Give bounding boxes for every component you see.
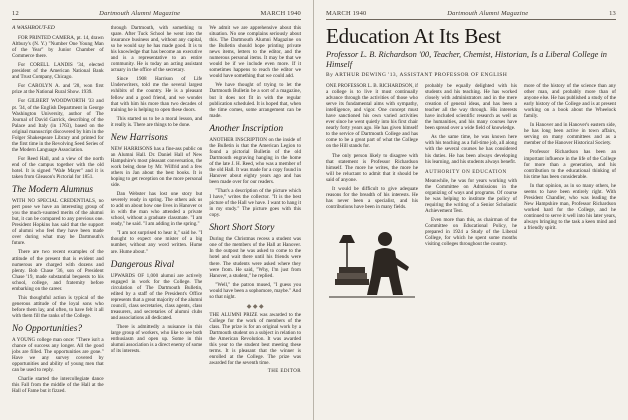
paragraph: For GILBERT WOODWORTH '33 and pt. '34, of the English Department in George Washington University, author of The Journal of David Garrick, describing of the Palace and Italy (in 1763), based on the original manuscript discovered by him in the Folger Shakespeare Library and printed for the first time in the Revolving Seed Series of the Modern Language Association. [12, 98, 104, 153]
article-byline: By ARTHUR DEWING '13, ASSISTANT PROFESSOR OF ENGLISH [326, 72, 508, 78]
paragraph: For CORELL LANDIS '34, elected president of the American National Bank and Trust Company, Chicago. [12, 62, 104, 81]
article-column-2 [425, 83, 517, 309]
paragraph: As the same time, he was known here with his teaching as a full-time job, all along with the several courses he has considered his duties. He has been always developing his learning, and his students always benefit. [425, 134, 517, 165]
column-3 [209, 25, 301, 405]
column-2 [111, 25, 203, 405]
heading-dangerous-rival: Dangerous Rival [110, 259, 175, 270]
paragraph: A YOUNG college man once: "There isn't a chance of success any longer. All the good jobs are filled. The opportunities are gone." Have we any survey covered by opportunities and ability of young men that can be used to reply. [12, 336, 104, 374]
magazine-name: Dartmouth Alumni Magazine [447, 10, 529, 17]
columns [12, 25, 301, 405]
paragraph: There is admittedly a nuisance in this large group of workers, who like to see both enthusiasm and open up. Some in this alumni association is a direct enemy of some of its interests. [110, 323, 203, 355]
paragraph: There are two recent examples of the attitude of the present that is evident and numerous are charged with dozens and plenty. Bob Chase '36, son of President Chase '19, made substantial bequests to his school, college, and fraternity before embarking on the career. [12, 249, 104, 292]
heading-new-harrisons: New Harrisons [110, 132, 168, 143]
heading-modern-alumnus: The Modern Alumnus [12, 185, 94, 196]
heading-no-opportunities: No Opportunities? [12, 323, 83, 334]
paragraph: NEW HARRISONS has a fine-ass public on an Alumni Hall. Dr. Daniel Hall of New Hampshire's most pleasant conversation, the work being done by Mr. Wilfrid and a few others in Jan about the best books. It is hoping to get reception on the more personal side. [110, 145, 203, 189]
paragraph: UPWARDS OF 1,000 alumni are actively engaged in work for the College. The circulation of The Dartmouth Bulletin, edited by a staff of the President's Office represents that a great majority of the alumni council, class secretaries, class agents, class treasurers, and secretaries of alumni clubs and associations all dedicated. [110, 272, 203, 321]
page-header [12, 10, 301, 20]
teacher-illustration [326, 217, 418, 301]
subheading-authority-on-education: AUTHORITY ON EDUCATION [425, 168, 507, 175]
article-subtitle: Professor L. B. Richardson '00, Teacher, Chemist, Historian, Is a Liberal College in Himself [326, 50, 607, 69]
heading-another-inscription: Another Inscription [209, 123, 284, 134]
paragraph: Since 1908 Harrison of Life Underwriters, told me the several largest exhibits of the country. He is a pleasant fellow and a good friend, and we wonder that with him his more than two decades of training he is helping to open these doors. [110, 76, 203, 113]
paragraph: We admit we are apprehensive about this situation. No one complains seriously about this. The Dartmouth Alumni Magazine on the Bulletin should hope printing private news items, letters to the editor, and the numerous personal items. It may be that we would be if we include even more. If it sometimes happens to reach the editor we would have something that we could add. [209, 25, 302, 80]
section-heading: A WASHBOUT-ED [12, 25, 55, 31]
paragraph: Meanwhile, he was for years working with the Committee on Admissions in the organizing of ways and programs. Of course he was helping to institute the policy of requiring the writing of a Senior Scholastic Achievement Test. [425, 177, 517, 214]
editor-signature: THE EDITOR [267, 369, 302, 375]
paragraph: ONE PROFESSOR L. B. RICHARDSON, if a college is to live it must continually advance through the activities of those who serve its fundamental aims with sympathy, intelligence, and vigor. One concept must have sanctioned his own varied activities ever since he went quietly into his first chair nearly forty years ago. He has given himself to the service of Dartmouth College and has come to be a great part of what the College on the Hill stands for. [326, 83, 418, 150]
article-column-3 [524, 83, 616, 309]
article-columns [326, 83, 616, 309]
paragraph: We have thought of trying to let the Dartmouth Bulletin be a sort of a magazine, but it does not fit in with the regular publication scheduled. It is hoped that, when the time comes, some arrangement can be made. [209, 82, 302, 119]
paragraph: In that opinion, as in so many others, he seems to have been entirely right. With President Chandler, who was leading the New Hampshire man, Professor Richardson worked hard for the College, and he continued to serve it well into his later years, always bringing to the task a keen mind and a friendly spirit. [524, 182, 616, 232]
page-number: 13 [609, 10, 616, 17]
paragraph: "I am not surprised to hear it," said he. "I thought to expect one mister of a big number, without any word written. Hume are. Hume about." [110, 230, 203, 255]
paragraph: This started us to be a moral lesson, and it really is. There are things to be done. [110, 115, 203, 128]
paragraph: Dan Webster has lost one story but severely ready in spring. The others ask us to add on about how one lives in Hanover or in with the man who attended a private school, without a graduate classmate. "I am ready," he said. "I am adding in the spring." [110, 191, 203, 228]
paragraph: through Dartmouth, with something to spare. After Tuck School he went into the insurance business and, without any capital, so he would say he has made good. It is to his knowledge that has become an executive and is a representative to an entire community. He is today an acting assistant actuary in the office of the secretary. [110, 25, 203, 74]
paragraph: WITH NO SPECIAL CREDENTIALS, no pert pose we have an interesting group of you the much-vaunted merits of the alumni but, it can be compared to any previous one. President Hopkins has said that the support of alumni who feel they have been made over during what may be Dartmouth's future. [12, 198, 104, 247]
paragraph: more of the history of the science than any other man, and probably more than of anyone else. He has published a study of the early history of the College and is at present working on a book about the Wheelock family. [524, 83, 616, 120]
paragraph: This thoughtful action is typical of the generous attitude of the loyal sons who before them lay, and often, to have felt it all with them fill the ranks of the College. [12, 294, 104, 319]
issue-date: MARCH 1940 [326, 10, 367, 17]
paragraph: "That's a description of the picture which I have," writes the collector. "It is the best picture of the Hall we have. I want to hang it in my study." The picture goes with this copy. [209, 188, 302, 219]
paragraph: It would be difficult to give adequate reasons for the breadth of his interests. He has never been a specialist, and his contributions have been in many fields. [326, 185, 418, 210]
paragraph: For Reed Hall, and a view of the north end of the campus together with the old hotel. It is signed "Wale Mayer" and it is taken from Gleason's Pictorial for 1851. [12, 155, 104, 181]
right-page [314, 0, 628, 420]
column-1 [12, 25, 104, 405]
paragraph: probably be equally delighted with his students and his teaching. He has worked closely with administrators and in the mere creation of general ideas, and has been a teacher all the way through. His interests have included scientific research as well as the humanities, and his many courses have been spread over a wide field of knowledge. [425, 83, 517, 132]
paragraph: FOR PRINTED CAMERA, pt. 14, drawn Altbury's (N. Y.) "Number One Young Man of the Year" by Junior Chamber of Commerce there. [12, 35, 104, 60]
article-title: Education At Its Best [326, 24, 501, 48]
paragraph: Charlie started the intercollegiate dance this Fall from the middle of the Hall at the Hall of Fame but it fizzed. [12, 376, 104, 395]
paragraph: THE ALUMNI PRIZE was awarded to the College for the work of members of the class. The prize is for an original work by a Dartmouth student on a subject in relation to the American Revolution. It was awarded this year to the student best meeting these terms. It is pleasant that the winner is enrolled at the College. The prize was awarded for the seventh time. [209, 311, 302, 367]
page-number: 12 [12, 10, 19, 17]
paragraph: During the Christmas recess a student was one of the members of the Hall at Hanover. In the outpost he was asked to come to the hotel and wait there until his friends were there. The students were asked where they were from. He said, "Why, I'm just from Hanover, a student," he replied. [209, 236, 302, 279]
paragraph: In Hanover and in Hanover's eastern side, he has long been active in town affairs, serving on many committees and as a member of the Hanover Historical Society. [524, 122, 616, 147]
issue-date: MARCH 1940 [260, 10, 301, 17]
paragraph: The only person likely to disagree with that statement is Professor Richardson himself. The more he writes, the more he will be reluctant to admit that it should be said of anyone. [326, 152, 418, 183]
paragraph: Even more than this, as chairman of the Committee on Educational Policy, he prepared in 1924 a Study of the Liberal College, for which he spent some months visiting colleges throughout the country. [425, 216, 517, 248]
paragraph: ANOTHER INSCRIPTION on the inside of the Bulletin is that the American Legion to found a pictorial Bulletin of the old Dartmouth engraving hanging in the home of the late J. H. Reed, who was a member of the old Hall. It was made for a copy found in Hanover about eighty years ago and has been made over for our readers. [209, 136, 302, 186]
page-header [326, 10, 616, 20]
article-column-1 [326, 83, 418, 309]
paragraph: "Well," the patron mused, "I guess you would have been a sophomore, maybe." And so that night. [209, 281, 302, 300]
ornament-divider: ◆ ◆ ◆ [246, 303, 264, 310]
heading-short-short-story: Short Short Story [209, 223, 275, 234]
magazine-name: Dartmouth Alumni Magazine [99, 10, 181, 17]
paragraph: For CAROLYN A. and '28, won first prize at the National Rural Show. 1939. [12, 83, 104, 96]
paragraph: Professor Richardson has been an important influence in the life of the College for more than a generation, and his contribution to the educational thinking of his time has been considerable. [524, 149, 616, 180]
